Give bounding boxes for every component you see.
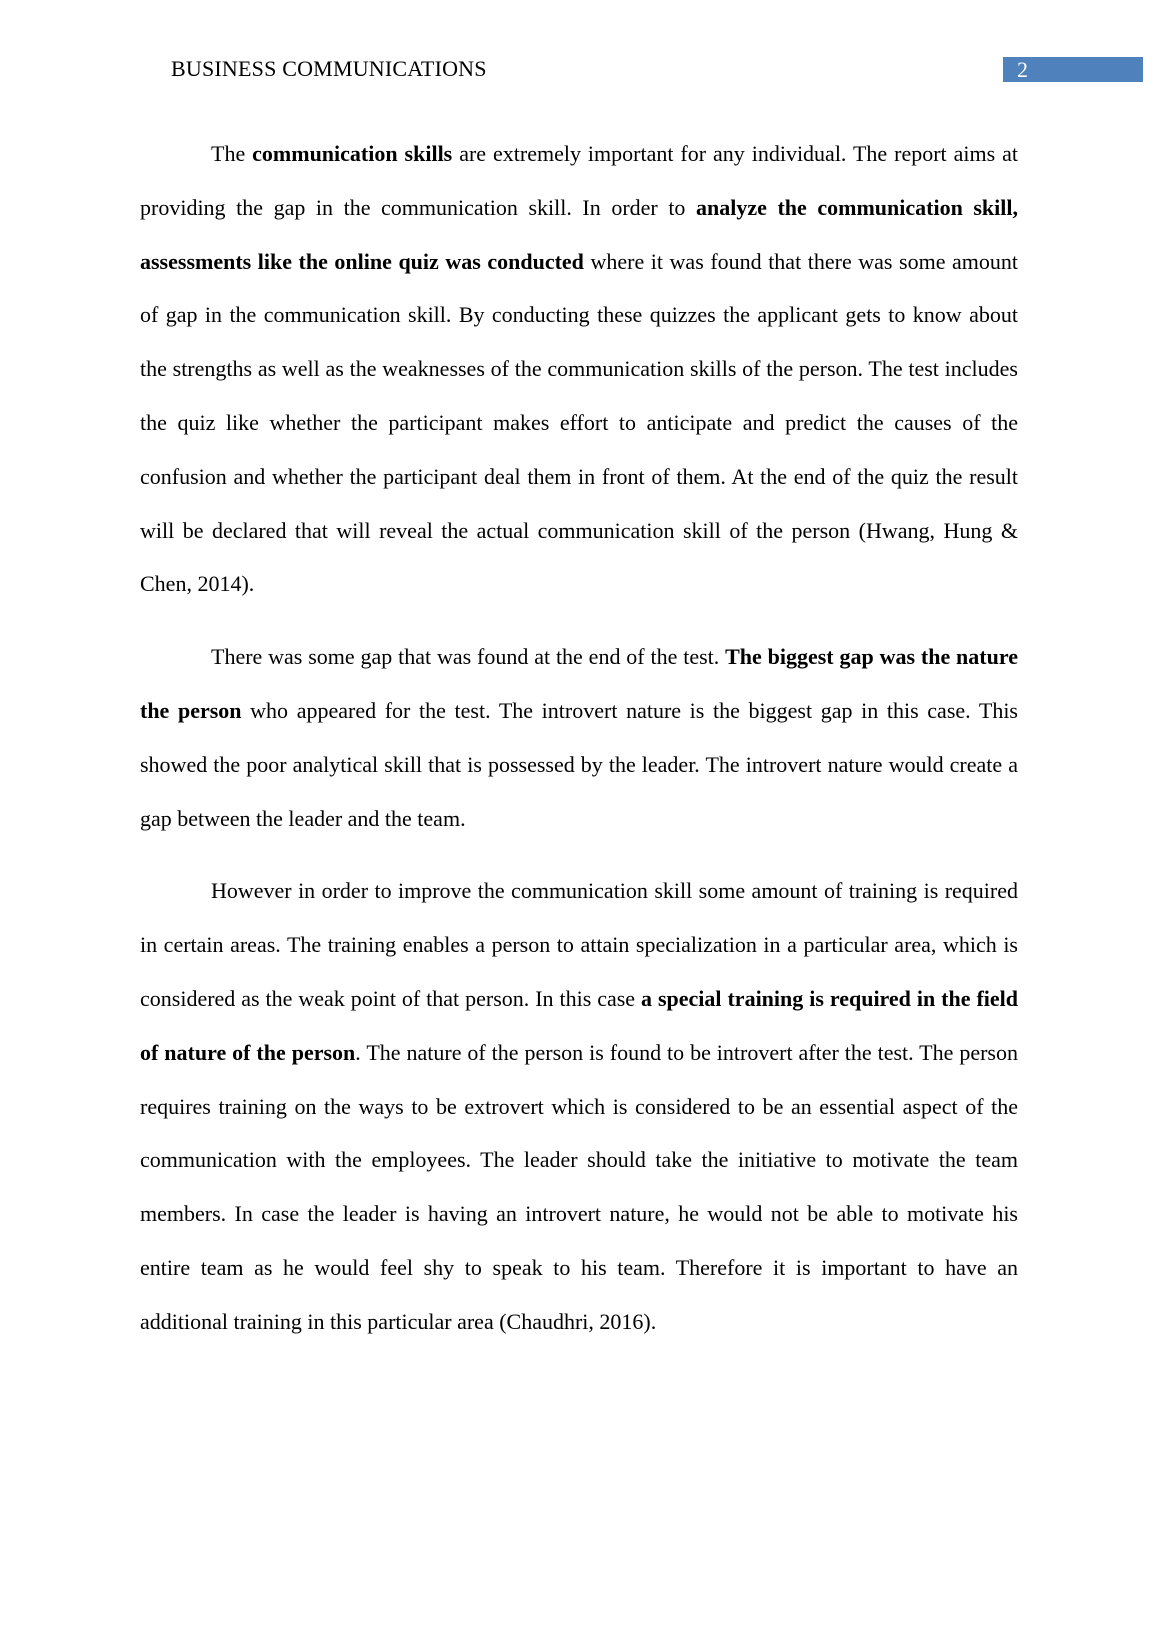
paragraph (140, 864, 1018, 1348)
text-run: . The nature of the person is found to be introvert after the test. The person requires training on the ways to be extrovert which is considered to be an essential aspect of the communication with the employees. The leader should take the initiative to motivate the team members. In case the leader is having an introvert nature, he would not be able to motivate his entire team as he would feel shy to speak to his team. Therefore it is important to have an additional training in this particular area (Chaudhri, 2016). (140, 1039, 1018, 1334)
paragraph (140, 630, 1018, 845)
page-number: 2 (1003, 57, 1143, 82)
text-run: The (211, 141, 253, 166)
bold-text-run: The biggest gap was the nature the person (140, 644, 1018, 723)
text-run: are extremely important for any individual. The report aims at providing the gap in the communication skill. In order to (140, 141, 1019, 220)
text-run: where it was found that there was some amount of gap in the communication skill. By conducting these quizzes the applicant gets to know about the strengths as well as the weaknesses of the communication skills of the person. The test includes the quiz like whether the participant makes effort to anticipate and predict the causes of the confusion and whether the participant deal them in front of them. At the end of the quiz the result will be declared that will reveal the actual communication skill of the person (Hwang, Hung & Chen, 2014). (140, 248, 1019, 597)
bold-text-run: a special training is required in the field of nature of the person (140, 985, 1018, 1065)
text-run: However in order to improve the communication skill some amount of training is required in certain areas. The training enables a person to attain specialization in a particular area, which is considered as the weak point of that person. In this case (140, 878, 1018, 1011)
paragraph (140, 127, 1018, 611)
bold-text-run: analyze the communication skill, assessments like the online quiz was conducted (140, 194, 1019, 274)
header-title: BUSINESS COMMUNICATIONS (171, 56, 487, 81)
bold-text-run: communication skills (252, 141, 453, 166)
document-body (140, 127, 1018, 1368)
text-run: who appeared for the test. The introvert nature is the biggest gap in this case. This showed the poor analytical skill that is possessed by the leader. The introvert nature would create a gap between the leader and the team. (140, 697, 1018, 831)
text-run: There was some gap that was found at the end of the test. (211, 644, 726, 670)
